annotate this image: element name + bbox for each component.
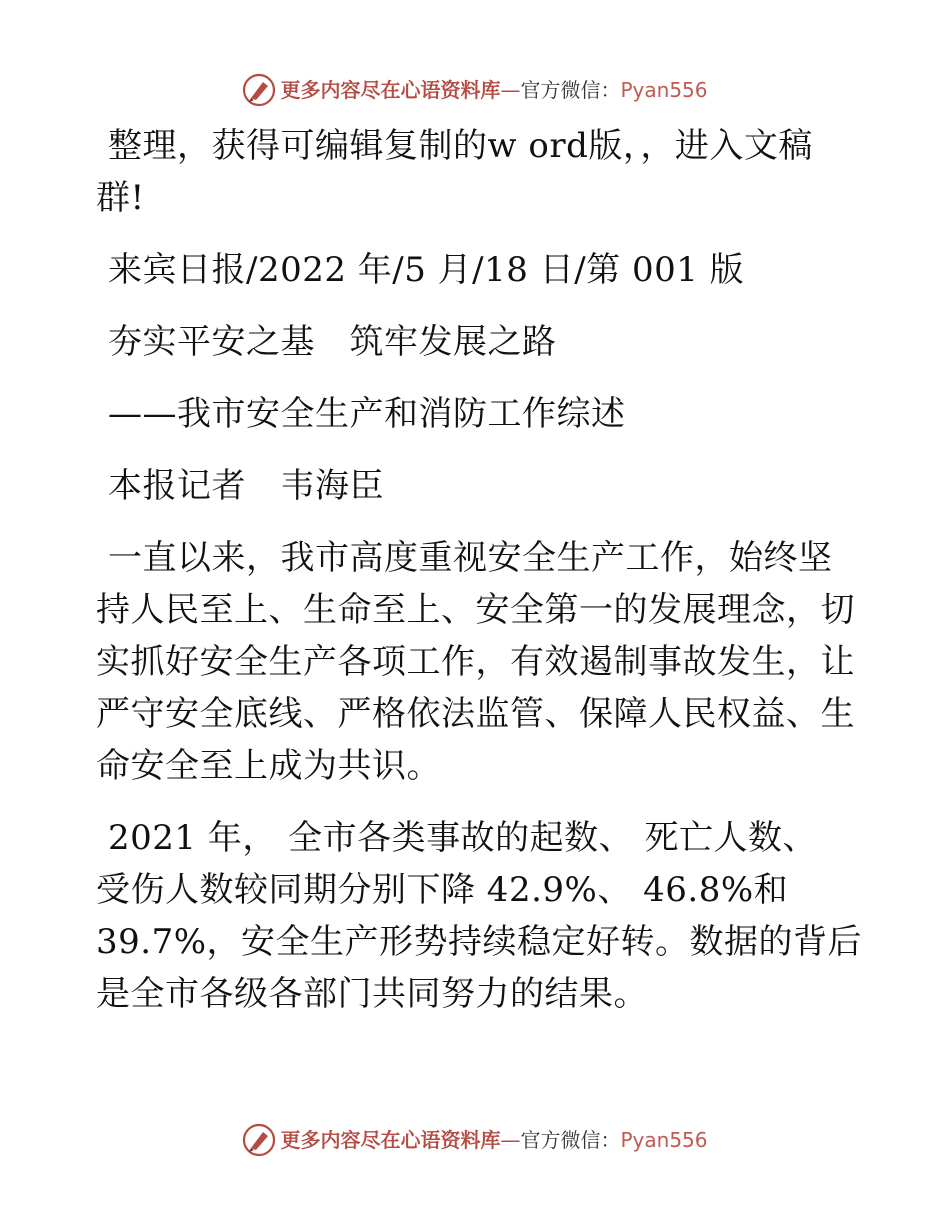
paragraph-2 (96, 812, 863, 1020)
watermark-official: 官方微信： (520, 1128, 621, 1152)
paragraph-2-line: 2021 年， 全市各类事故的起数、 死亡人数、 (108, 818, 817, 858)
paragraph-2-line: 39.7%，安全生产形势持续稳定好转。数据的背后 (96, 922, 863, 962)
watermark-text (280, 1128, 707, 1152)
watermark-site: 更多内容尽在心语资料库 (280, 1128, 501, 1152)
watermark-wechat-id: Pyan556 (620, 78, 708, 102)
pen-logo-icon (242, 73, 276, 107)
pen-logo-icon (242, 1123, 276, 1157)
watermark-official: 官方微信： (520, 78, 621, 102)
intro-line: 整理，获得可编辑复制的w ord版，，进入文稿 (108, 126, 813, 166)
watermark-footer (0, 1120, 950, 1160)
paragraph-2-line: 是全市各级各部门共同努力的结果。 (96, 974, 648, 1014)
paragraph-1-line: 实抓好安全生产各项工作，有效遏制事故发生，让 (96, 642, 855, 682)
watermark-separator: — (500, 78, 521, 102)
headline: 夯实平安之基 筑牢发展之路 (108, 322, 557, 362)
paragraph-1-line: 严守安全底线、严格依法监管、保障人民权益、生 (96, 694, 855, 734)
watermark-site: 更多内容尽在心语资料库 (280, 78, 501, 102)
document-body (96, 120, 863, 1040)
paragraph-1-line: 一直以来，我市高度重视安全生产工作，始终坚 (108, 538, 833, 578)
byline: 本报记者 韦海臣 (108, 466, 384, 506)
source-line: 来宾日报/2022 年/5 月/18 日/第 001 版 (108, 250, 745, 290)
paragraph-1 (96, 532, 856, 792)
intro-paragraph (96, 120, 856, 224)
paragraph-1-line: 命安全至上成为共识。 (96, 746, 441, 786)
subheadline: ——我市安全生产和消防工作综述 (108, 394, 626, 434)
watermark-wechat-id: Pyan556 (620, 1128, 708, 1152)
watermark-text (280, 78, 707, 102)
watermark-separator: — (500, 1128, 521, 1152)
intro-line: 群! (96, 178, 145, 218)
paragraph-1-line: 持人民至上、生命至上、安全第一的发展理念，切 (96, 590, 855, 630)
watermark-header (0, 70, 950, 110)
paragraph-2-line: 受伤人数较同期分别下降 42.9%、 46.8%和 (96, 870, 789, 910)
